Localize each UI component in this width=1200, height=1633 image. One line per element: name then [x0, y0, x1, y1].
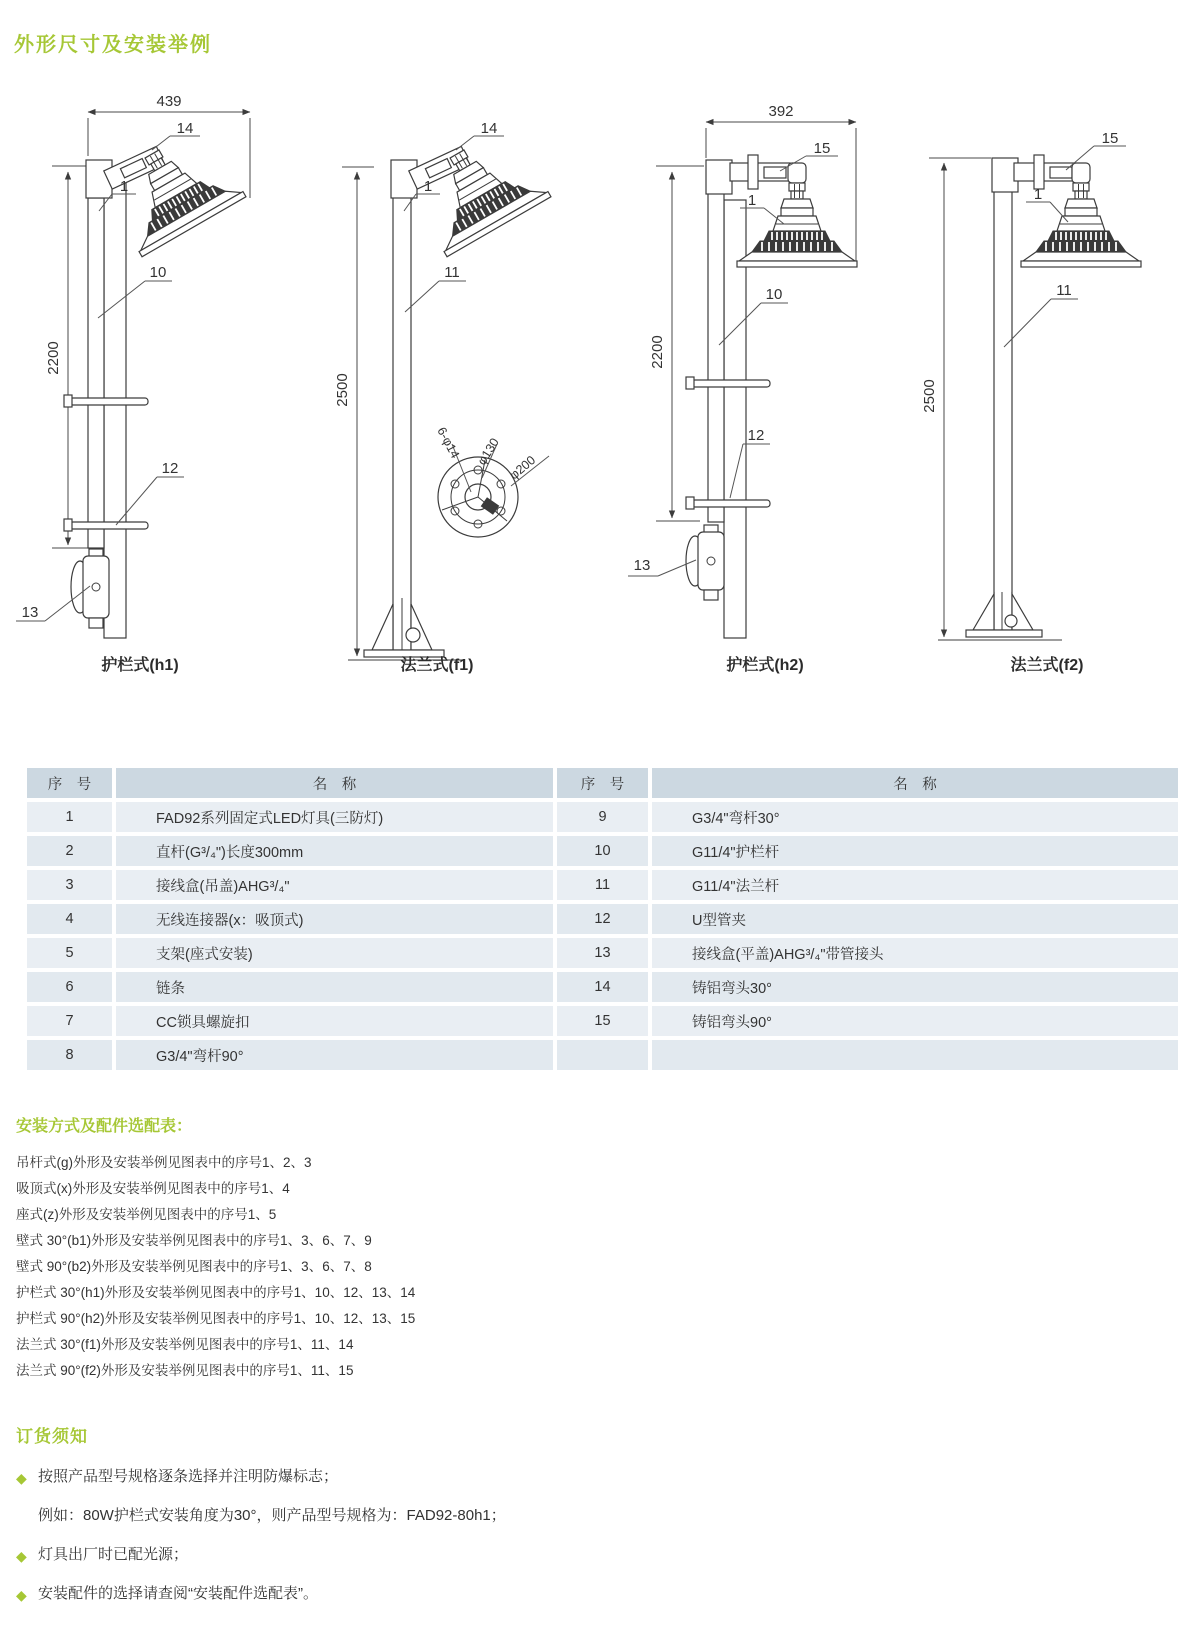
part-no: 2 [25, 834, 114, 868]
part-name: G11/4"法兰杆 [650, 868, 1180, 902]
mounting-option-line: 法兰式 30°(f1)外形及安装举例见图表中的序号1、11、14 [16, 1337, 354, 1352]
part-label: 1 [1033, 186, 1043, 203]
drawing-guardrail-h2 [628, 103, 857, 638]
u-clamp [692, 380, 770, 387]
ordering-note-text: 例如：80W护栏式安装角度为30°，则产品型号规格为：FAD92-80h1； [38, 1507, 506, 1524]
part-label: 1 [747, 192, 757, 209]
part-label: 10 [149, 264, 167, 281]
part-name: U型管夹 [650, 902, 1180, 936]
part-name: 链条 [114, 970, 555, 1004]
col-header-no: 序 号 [555, 766, 650, 800]
mounting-option-line: 护栏式 90°(h2)外形及安装举例见图表中的序号1、10、12、13、15 [16, 1311, 416, 1326]
part-no: 13 [555, 936, 650, 970]
mounting-option-line: 壁式 30°(b1)外形及安装举例见图表中的序号1、3、6、7、9 [16, 1233, 372, 1248]
part-name: G11/4"护栏杆 [650, 834, 1180, 868]
ordering-note [16, 1584, 506, 1604]
drawing-guardrail-h1 [16, 93, 250, 638]
flange-bolt-circle-label: φ130 [474, 435, 502, 468]
part-name: CC锁具螺旋扣 [114, 1004, 555, 1038]
mounting-option-line: 座式(z)外形及安装举例见图表中的序号1、5 [16, 1207, 277, 1222]
table-row [25, 936, 1180, 970]
flange-detail [434, 425, 549, 537]
u-clamp [70, 398, 148, 405]
col-header-name: 名 称 [650, 766, 1180, 800]
part-no: 9 [555, 800, 650, 834]
ordering-note [16, 1467, 506, 1487]
part-label: 13 [21, 604, 39, 621]
caption-h2: 护栏式(h2) [726, 657, 804, 674]
part-name: 接线盒(吊盖)AHG³/₄" [114, 868, 555, 902]
installation-drawings [0, 0, 1200, 700]
col-header-no: 序 号 [25, 766, 114, 800]
junction-box [698, 532, 724, 590]
ordering-note-text: 安装配件的选择请查阅“安装配件选配表”。 [38, 1585, 318, 1602]
diamond-bullet-icon: ◆ [16, 1587, 27, 1603]
mounting-option-line: 吸顶式(x)外形及安装举例见图表中的序号1、4 [16, 1181, 290, 1196]
part-no: 4 [25, 902, 114, 936]
elbow-drop [1072, 163, 1090, 183]
guardrail-pipe [88, 198, 104, 548]
mounting-option-line: 法兰式 90°(f2)外形及安装举例见图表中的序号1、11、15 [16, 1363, 354, 1378]
dim-height-label: 2200 [45, 341, 62, 375]
part-name: 铸铝弯头30° [650, 970, 1180, 1004]
part-label: 12 [161, 460, 179, 477]
flange-pole [994, 190, 1012, 630]
dim-width-label: 392 [768, 103, 794, 120]
guardrail-pipe [708, 192, 724, 522]
u-clamp [70, 522, 148, 529]
part-name: FAD92系列固定式LED灯具(三防灯) [114, 800, 555, 834]
part-name: 接线盒(平盖)AHG³/₄"带管接头 [650, 936, 1180, 970]
u-clamp [692, 500, 770, 507]
part-no: 1 [25, 800, 114, 834]
table-row [25, 834, 1180, 868]
part-label: 14 [480, 120, 498, 137]
part-label: 1 [423, 178, 433, 195]
flange-holes-label: 6-φ14 [434, 424, 463, 461]
ordering-note-text: 按照产品型号规格逐条选择并注明防爆标志； [38, 1468, 339, 1485]
dim-height-label: 2500 [334, 373, 351, 407]
elbow-plate [748, 155, 758, 189]
part-label: 15 [1101, 130, 1119, 147]
page-title: 外形尺寸及安装举例 [14, 34, 212, 56]
base-plate [966, 630, 1042, 637]
part-no: 7 [25, 1004, 114, 1038]
part-label: 10 [765, 286, 783, 303]
table-row [25, 1038, 1180, 1072]
part-name: 支架(座式安装) [114, 936, 555, 970]
part-label: 15 [813, 140, 831, 157]
part-no: 5 [25, 936, 114, 970]
table-row [25, 970, 1180, 1004]
table-row [25, 902, 1180, 936]
flange-pole [393, 196, 411, 650]
part-label: 13 [633, 557, 651, 574]
ordering-note [16, 1506, 506, 1526]
gusset [411, 604, 432, 650]
mounting-option-line: 壁式 90°(b2)外形及安装举例见图表中的序号1、3、6、7、8 [16, 1259, 372, 1274]
parts-table [25, 766, 1180, 1072]
gusset [372, 604, 393, 650]
junction-box [83, 556, 109, 618]
drawing-flange-f1 [334, 120, 551, 660]
part-name: 无线连接器(x：吸顶式) [114, 902, 555, 936]
part-no: 11 [555, 868, 650, 902]
diamond-bullet-icon: ◆ [16, 1470, 27, 1486]
part-no: 8 [25, 1038, 114, 1072]
col-header-name: 名 称 [114, 766, 555, 800]
part-label: 12 [747, 427, 765, 444]
caption-f1: 法兰式(f1) [400, 657, 474, 674]
part-label: 11 [1056, 282, 1072, 299]
part-no [555, 1038, 650, 1072]
ordering-notes-section [16, 1422, 506, 1623]
mounting-section-title: 安装方式及配件选配表： [16, 1118, 193, 1135]
ordering-note-text: 灯具出厂时已配光源； [38, 1546, 189, 1563]
dim-width-label: 439 [156, 93, 182, 110]
part-no: 6 [25, 970, 114, 1004]
table-row [25, 1004, 1180, 1038]
part-no: 12 [555, 902, 650, 936]
part-name: G3/4"弯杆30° [650, 800, 1180, 834]
part-label: 14 [176, 120, 194, 137]
dim-height-label: 2200 [649, 335, 666, 369]
table-row [25, 868, 1180, 902]
part-name: 铸铝弯头90° [650, 1004, 1180, 1038]
part-name [650, 1038, 1180, 1072]
part-no: 15 [555, 1004, 650, 1038]
mounting-option-line: 护栏式 30°(h1)外形及安装举例见图表中的序号1、10、12、13、14 [16, 1285, 416, 1300]
drawing-flange-f2 [921, 130, 1141, 640]
dim-height-label: 2500 [921, 379, 938, 413]
part-name: 直杆(G³/₄")长度300mm [114, 834, 555, 868]
part-name: G3/4"弯杆90° [114, 1038, 555, 1072]
elbow-drop [788, 163, 806, 183]
ordering-note [16, 1545, 506, 1565]
elbow-body [706, 160, 732, 194]
flange-outer-label: φ200 [506, 452, 539, 483]
mounting-options-section [16, 1113, 415, 1384]
table-header-row [25, 766, 1180, 800]
part-no: 10 [555, 834, 650, 868]
caption-f2: 法兰式(f2) [1010, 657, 1084, 674]
elbow-plate [1034, 155, 1044, 189]
mounting-option-line: 吊杆式(g)外形及安装举例见图表中的序号1、2、3 [16, 1155, 312, 1170]
part-no: 14 [555, 970, 650, 1004]
gusset [973, 594, 994, 630]
table-row [25, 800, 1180, 834]
part-label: 11 [444, 264, 460, 281]
part-label: 1 [119, 178, 129, 195]
part-no: 3 [25, 868, 114, 902]
ordering-section-title: 订货须知 [16, 1427, 88, 1446]
caption-h1: 护栏式(h1) [101, 657, 179, 674]
elbow-window [764, 167, 786, 178]
diamond-bullet-icon: ◆ [16, 1548, 27, 1564]
elbow-window [1050, 167, 1072, 178]
